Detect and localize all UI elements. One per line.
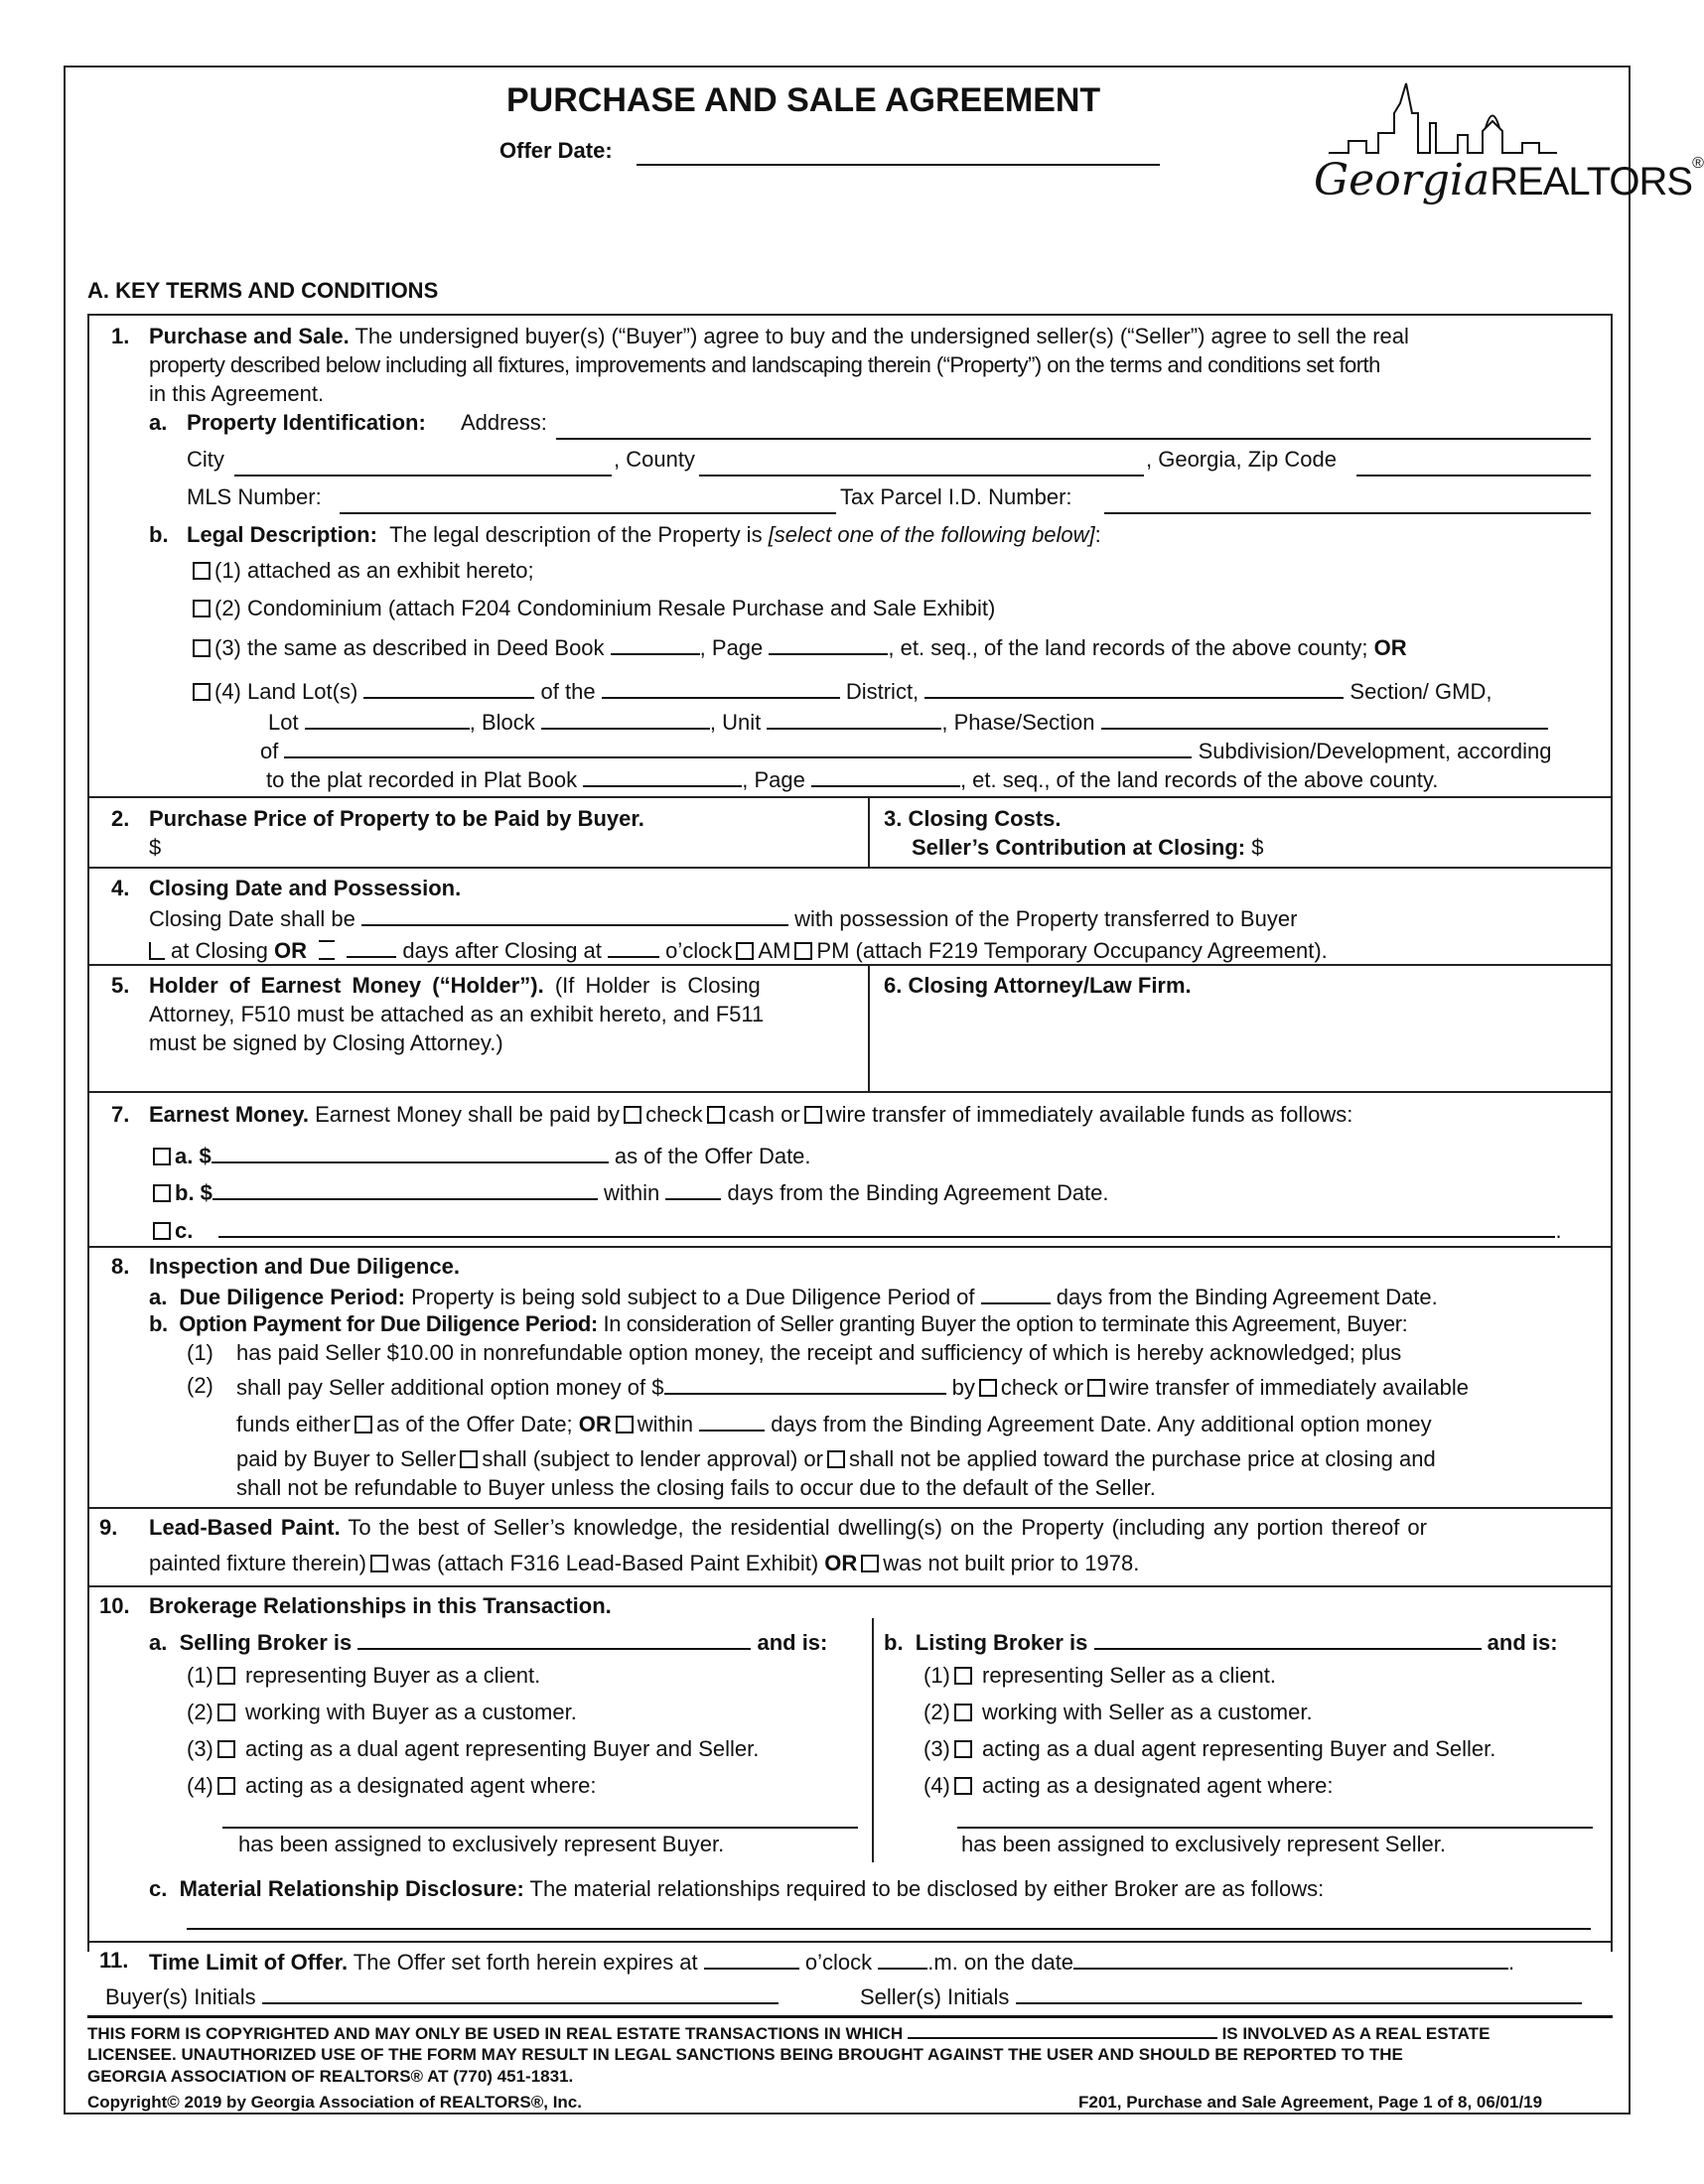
s8a-tail: days from the Binding Agreement Date. [1056,1285,1438,1309]
pm-checkbox[interactable] [794,942,812,960]
unit-label: , Unit [709,710,762,735]
s8a-text: Property is being sold subject to a Due Diligence Period of [404,1285,975,1309]
s8-p3d: days from the Binding Agreement Date. Any additional option money [771,1412,1432,1436]
days-after-checkbox[interactable] [319,940,335,960]
zip-label: , Georgia, Zip Code [1146,447,1337,472]
s9-l2c: was not built prior to 1978. [883,1551,1140,1575]
pm-label: PM (attach F219 Temporary Occupancy Agreement). [816,938,1328,963]
offer-date-label: Offer Date: [499,138,613,163]
s1-num: 1. [111,324,130,348]
s8-p5: shall not be refundable to Buyer unless the closing fails to occur due to the default of the Seller. [236,1475,1156,1500]
listing-broker-label: Listing Broker is [915,1630,1088,1655]
list-opt1-text: representing Seller as a client. [982,1663,1276,1688]
s9-num: 9. [99,1515,118,1540]
footer-copyright: Copyright© 2019 by Georgia Association of REALTORS®, Inc. [87,2093,582,2112]
s1b-text: The legal description of the Property is [389,522,769,547]
expire-time-field[interactable] [704,1948,799,1970]
county-field[interactable] [699,455,1144,477]
subdiv-label: Subdivision/Development, according [1198,739,1552,763]
phase-field[interactable] [1101,708,1548,730]
s8b-text: In consideration of Seller granting Buyer the option to terminate this Agreement, Buyer: [597,1311,1408,1336]
list-opt4-text: acting as a designated agent where: [982,1773,1334,1798]
s5-line1: (If Holder is Closing [543,973,761,998]
mls-field[interactable] [340,492,836,514]
s1a-label: a. [149,410,168,435]
s1-heading: Purchase and Sale. [149,324,350,348]
oclock-field[interactable] [608,936,659,958]
s8-num: 8. [111,1254,130,1279]
sell-opt4-checkbox[interactable] [217,1777,235,1795]
sell-opt1-num: (1) [187,1663,213,1688]
closing-date-label: Closing Date shall be [149,906,355,931]
shall-not-apply-checkbox[interactable] [827,1450,845,1468]
s1b-label: b. [149,522,169,547]
s8-p2-num: (2) [187,1373,213,1398]
plat-book-field[interactable] [583,765,742,787]
footer-form-id: F201, Purchase and Sale Agreement, Page 1 of 8, 06/01/19 [1078,2093,1543,2112]
list-opt2-text: working with Seller as a customer. [982,1700,1313,1724]
possession-text: with possession of the Property transferred to Buyer [794,906,1298,931]
s9-or: OR [824,1551,858,1575]
city-label: City [187,447,224,472]
em-a-label: a. $ [175,1144,212,1168]
sell-opt4-num: (4) [187,1773,213,1798]
em-a-checkbox[interactable] [153,1148,171,1165]
s1-line1: The undersigned buyer(s) (“Buyer”) agree to buy and the undersigned seller(s) (“Seller”) agree to sell the real [349,324,1409,348]
legal-opt1-text: (1) attached as an exhibit hereto; [214,558,534,583]
em-b-label: b. $ [175,1180,213,1205]
s11-num: 11. [99,1948,129,1973]
sell-opt2-num: (2) [187,1700,213,1724]
s4-or: OR [273,938,307,963]
city-field[interactable] [234,455,612,477]
list-opt4-checkbox[interactable] [954,1777,972,1795]
s3-dollar: $ [1251,835,1264,860]
option-wire-checkbox[interactable] [1087,1379,1105,1397]
legal-opt3-text-c: , et. seq., of the land records of the above county; [888,635,1368,660]
s8-p2b: by [951,1375,975,1400]
registered-mark: ® [1692,155,1704,172]
s8-p1: has paid Seller $10.00 in nonrefundable option money, the receipt and sufficiency of which is hereby acknowledged; plus [236,1340,1402,1365]
em-a-tail: as of the Offer Date. [614,1144,811,1168]
form-title: PURCHASE AND SALE AGREEMENT [506,81,1101,119]
sell-assign-text: has been assigned to exclusively represent Buyer. [238,1832,725,1856]
list-opt3-checkbox[interactable] [954,1740,972,1758]
em-a-amount-field[interactable] [212,1142,609,1163]
legal-opt4-text-b: of the [540,679,596,704]
s8-p3b: as of the Offer Date; [375,1412,573,1436]
legal-opt3-text-a: (3) the same as described in Deed Book [214,635,605,660]
expire-ampm-field[interactable] [878,1948,927,1970]
s6-heading: 6. Closing Attorney/Law Firm. [884,973,1192,998]
lead-was-not-checkbox[interactable] [861,1555,879,1572]
list-opt1-checkbox[interactable] [954,1667,972,1685]
lot-label: Lot [268,710,299,735]
county-label: , County [614,447,695,472]
district-field[interactable] [602,677,840,699]
logo-script: Georgia [1314,155,1491,205]
em-c-tail: . [1555,1218,1562,1243]
option-check-checkbox[interactable] [979,1379,997,1397]
s8a-heading: Due Diligence Period: [179,1285,405,1309]
s8-p3c: within [637,1412,694,1436]
em-check-label: check [645,1102,703,1127]
s8-p3a: funds either [236,1412,351,1436]
legal-opt2-checkbox[interactable] [193,600,211,617]
table-right-border [1611,314,1613,1952]
em-c-label: c. [175,1218,194,1243]
plat-page-field[interactable] [811,765,960,787]
s11-t1: The Offer set forth herein expires at [348,1950,698,1975]
sell-opt3-text: acting as a dual agent representing Buyer and Seller. [245,1736,760,1761]
footer-line1b: IS INVOLVED AS A REAL ESTATE [1221,2024,1491,2043]
em-check-checkbox[interactable] [624,1106,641,1124]
s8-p2d: wire transfer of immediately available [1109,1375,1469,1400]
legal-opt4-text-d: Section/ GMD, [1349,679,1492,704]
licensee-field[interactable] [908,2023,1217,2039]
plat-text-a: to the plat recorded in Plat Book [266,767,578,792]
s1-line3: in this Agreement. [149,381,325,406]
option-money-field[interactable] [664,1373,946,1395]
address-label: Address: [461,410,547,435]
of-label: of [260,739,279,763]
em-wire-checkbox[interactable] [804,1106,822,1124]
selling-andis: and is: [757,1630,828,1655]
legal-opt2-text: (2) Condominium (attach F204 Condominium Resale Purchase and Sale Exhibit) [214,596,996,620]
s1b-italic: [select one of the following below] [768,522,1095,547]
offer-date-field[interactable] [637,144,1160,166]
s8-p4c: shall not be applied toward the purchase price at closing and [848,1446,1436,1471]
days-after-label: days after Closing at [402,938,602,963]
expire-date-field[interactable] [1073,1948,1508,1970]
list-opt3-num: (3) [923,1736,950,1761]
s1a-heading: Property Identification: [187,410,426,435]
address-field[interactable] [556,418,1591,440]
em-b-within: within [604,1180,660,1205]
closing-date-field[interactable] [361,904,788,926]
legal-opt3-text-b: , Page [699,635,764,660]
at-closing-checkbox[interactable] [149,942,165,960]
s10-num: 10. [99,1593,130,1618]
s9-heading: Lead-Based Paint. [149,1515,341,1540]
s8-p2a: shall pay Seller additional option money of $ [236,1375,664,1400]
em-b-checkbox[interactable] [153,1184,171,1202]
s3-heading: 3. Closing Costs. [884,806,1062,831]
s8b-label: b. [149,1311,168,1336]
within-days-checkbox[interactable] [616,1416,634,1433]
s11-t4: . [1508,1950,1515,1975]
legal-opt4-text-a: (4) Land Lot(s) [214,679,358,704]
selling-broker-field[interactable] [357,1628,751,1650]
s5-line2: Attorney, F510 must be attached as an exhibit hereto, and F511 [149,1002,765,1026]
s8-p4b: shall (subject to lender approval) or [482,1446,823,1471]
buyer-initials-field[interactable] [262,1982,779,2004]
list-opt2-checkbox[interactable] [954,1704,972,1721]
sell-opt1-text: representing Buyer as a client. [245,1663,541,1688]
material-relationship-field[interactable] [187,1908,1591,1930]
s1-line2: property described below including all fixtures, improvements and landscaping therein (“Property”) on the terms and conditions set forth [149,352,1380,377]
list-opt1-num: (1) [923,1663,950,1688]
land-lot-field[interactable] [363,677,534,699]
shall-apply-checkbox[interactable] [460,1450,478,1468]
s11-t3: .m. on the date [927,1950,1074,1975]
georgia-realtors-logo [1309,73,1704,232]
phase-label: , Phase/Section [941,710,1095,735]
listing-andis: and is: [1487,1630,1558,1655]
block-field[interactable] [541,708,710,730]
lot-field[interactable] [305,708,470,730]
footer-line1a: THIS FORM IS COPYRIGHTED AND MAY ONLY BE USED IN REAL ESTATE TRANSACTIONS IN WHICH [87,2024,904,2043]
at-closing-label: at Closing [171,938,268,963]
s5-line3: must be signed by Closing Attorney.) [149,1030,503,1055]
em-b-amount-field[interactable] [213,1178,598,1200]
due-diligence-days-field[interactable] [981,1283,1051,1304]
s8-p1-num: (1) [187,1340,213,1365]
em-cash-checkbox[interactable] [707,1106,725,1124]
s9-line1: To the best of Seller’s knowledge, the residential dwelling(s) on the Property (including any portion thereof or [340,1515,1427,1540]
legal-opt3-checkbox[interactable] [193,639,211,657]
s4-num: 4. [111,876,130,900]
sell-opt2-text: working with Buyer as a customer. [245,1700,577,1724]
option-days-field[interactable] [699,1410,765,1432]
em-c-checkbox[interactable] [153,1222,171,1240]
block-label: , Block [469,710,535,735]
section-a-heading: A. KEY TERMS AND CONDITIONS [87,278,439,303]
lead-was-checkbox[interactable] [370,1555,388,1572]
s11-heading: Time Limit of Offer. [149,1950,349,1975]
s3-sub: Seller’s Contribution at Closing: [912,835,1246,860]
s5-heading: Holder of Earnest Money (“Holder”). [149,973,544,998]
listing-designated-agent-field[interactable] [957,1807,1593,1829]
s8-heading: Inspection and Due Diligence. [149,1254,460,1279]
sell-opt1-checkbox[interactable] [217,1667,235,1685]
s7-heading: Earnest Money. [149,1102,309,1127]
legal-opt4-checkbox[interactable] [193,683,211,701]
em-b-days-field[interactable] [665,1178,721,1200]
s2-dollar: $ [149,835,162,860]
s1b-colon: : [1094,522,1101,547]
em-wire-label: wire transfer of immediately available funds as follows: [825,1102,1353,1127]
sell-opt3-num: (3) [187,1736,213,1761]
s8a-label: a. [149,1285,168,1309]
s10a-label: a. [149,1630,168,1655]
subdivision-field[interactable] [284,737,1192,758]
s7-num: 7. [111,1102,130,1127]
s10c-text: The material relationships required to be disclosed by either Broker are as follows: [523,1876,1325,1901]
unit-field[interactable] [767,708,941,730]
days-after-field[interactable] [347,936,396,958]
s8-p3-or: OR [578,1412,612,1436]
tax-parcel-label: Tax Parcel I.D. Number: [840,484,1072,509]
listing-broker-field[interactable] [1094,1628,1482,1650]
s1b-heading: Legal Description: [187,522,377,547]
s8-p4a: paid by Buyer to Seller [236,1446,457,1471]
plat-text-c: , et. seq., of the land records of the above county. [959,767,1439,792]
seller-initials-field[interactable] [1016,1982,1582,2004]
footer-rule [87,2015,1613,2018]
s4-heading: Closing Date and Possession. [149,876,462,900]
sell-opt4-text: acting as a designated agent where: [245,1773,597,1798]
s9-l2b: was (attach F316 Lead-Based Paint Exhibit) [391,1551,819,1575]
s10c-heading: Material Relationship Disclosure: [179,1876,524,1901]
seller-initials-label: Seller(s) Initials [860,1984,1010,2009]
em-cash-label: cash or [728,1102,800,1127]
buyer-initials-label: Buyer(s) Initials [105,1984,256,2009]
s10-heading: Brokerage Relationships in this Transaction. [149,1593,612,1618]
em-b-tail: days from the Binding Agreement Date. [727,1180,1109,1205]
plat-text-b: , Page [742,767,805,792]
sell-opt3-checkbox[interactable] [217,1740,235,1758]
deed-book-field[interactable] [611,633,700,655]
s7-text: Earnest Money shall be paid by [308,1102,621,1127]
mls-label: MLS Number: [187,484,322,509]
legal-opt4-text-c: District, [845,679,920,704]
footer-line3: GEORGIA ASSOCIATION OF REALTORS® AT (770) 451-1831. [87,2067,574,2086]
am-label: AM [758,938,791,963]
section-gmd-field[interactable] [924,677,1344,699]
logo-text: REALTORS [1490,160,1693,204]
s10b-label: b. [884,1630,904,1655]
s11-t2: o’clock [804,1950,873,1975]
s5-num: 5. [111,973,130,998]
deed-page-field[interactable] [769,633,888,655]
footer-line2: LICENSEE. UNAUTHORIZED USE OF THE FORM MAY RESULT IN LEGAL SANCTIONS BEING BROUGHT AGAINST THE USER AND SHOULD BE REPORTED TO THE [87,2045,1403,2064]
list-assign-text: has been assigned to exclusively represent Seller. [961,1832,1446,1856]
list-opt3-text: acting as a dual agent representing Buyer and Seller. [982,1736,1496,1761]
zip-field[interactable] [1356,455,1591,477]
tax-parcel-field[interactable] [1104,492,1591,514]
em-c-field[interactable] [218,1216,1555,1238]
selling-broker-label: Selling Broker is [179,1630,353,1655]
sell-opt2-checkbox[interactable] [217,1704,235,1721]
legal-opt3-or: OR [1373,635,1407,660]
list-opt2-num: (2) [923,1700,950,1724]
s8-p2c: check or [1000,1375,1084,1400]
s8b-heading: Option Payment for Due Diligence Period: [179,1311,598,1336]
table-left-border [87,314,89,1952]
am-checkbox[interactable] [736,942,754,960]
offer-date-checkbox[interactable] [355,1416,372,1433]
s2-heading: Purchase Price of Property to be Paid by Buyer. [149,806,644,831]
s10c-label: c. [149,1876,168,1901]
list-opt4-num: (4) [923,1773,950,1798]
selling-designated-agent-field[interactable] [222,1807,858,1829]
oclock-label: o’clock [665,938,733,963]
s9-l2a: painted fixture therein) [149,1551,366,1575]
legal-opt1-checkbox[interactable] [193,562,211,580]
s2-num: 2. [111,806,130,831]
